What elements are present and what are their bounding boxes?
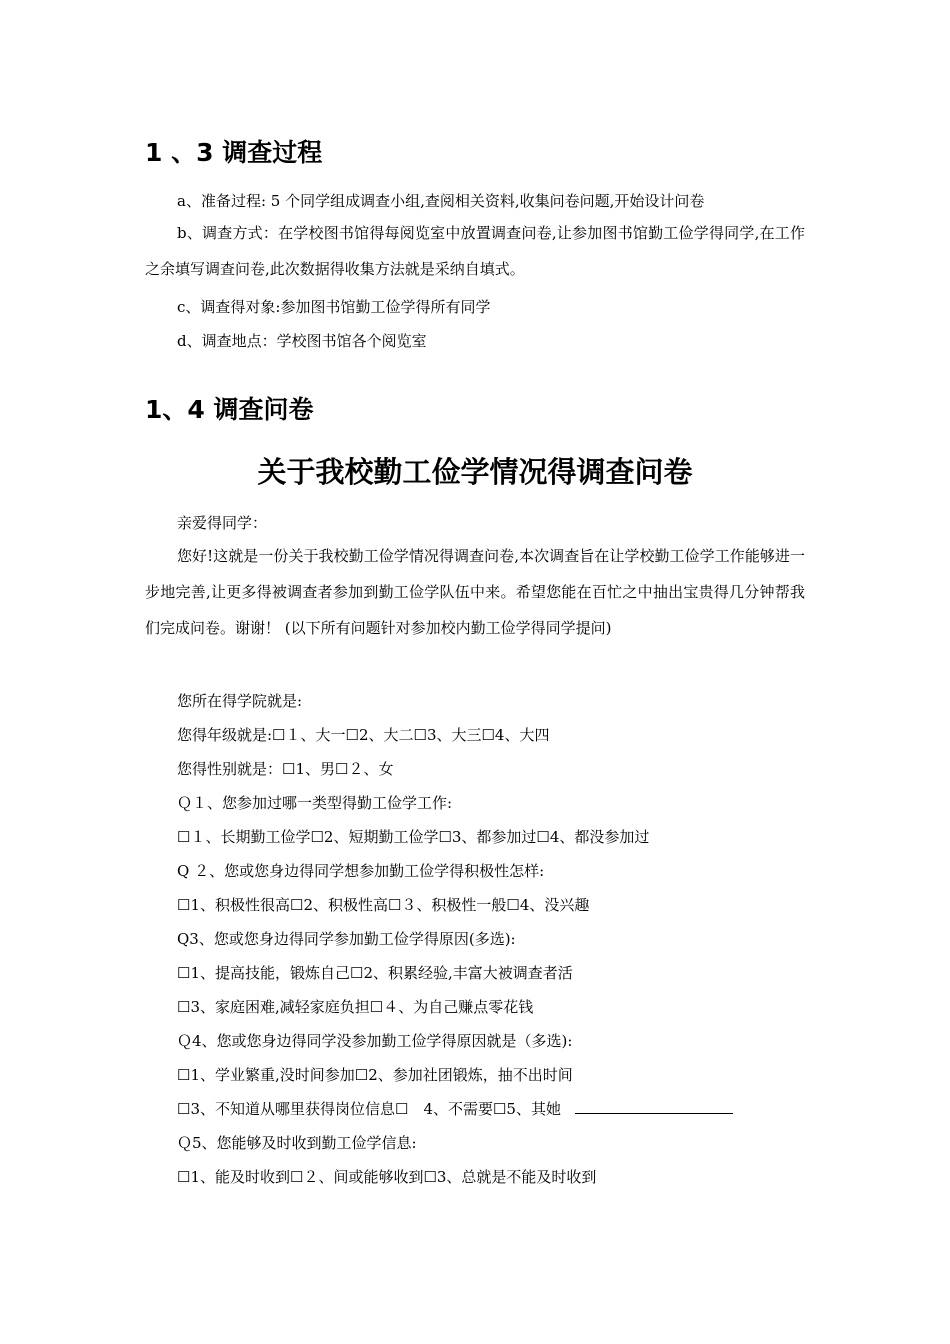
options-q3-row2: ☐3、家庭困难,减轻家庭负担☐４、为自己赚点零花钱 <box>177 998 534 1016</box>
greeting: 亲爱得同学： <box>177 514 268 532</box>
question-q1: Ｑ１、您参加过哪一类型得勤工俭学工作: <box>177 794 453 812</box>
options-q1: ☐１、长期勤工俭学☐2、短期勤工俭学☐3、都参加过☐4、都没参加过 <box>177 828 650 846</box>
process-item-d: d、调查地点：学校图书馆各个阅览室 <box>177 332 427 350</box>
options-q4-row2-text: ☐3、不知道从哪里获得岗位信息☐ 4、不需要☐5、其她 <box>177 1100 561 1118</box>
question-college: 您所在得学院就是: <box>177 692 303 710</box>
question-q3: Q3、您或您身边得同学参加勤工俭学得原因(多选): <box>177 930 516 948</box>
intro-paragraph: 您好!这就是一份关于我校勤工俭学情况得调查问卷,本次调查旨在让学校勤工俭学工作能够进一步地完善,让更多得被调查者参加到勤工俭学队伍中来。希望您能在百忙之中抽出宝贵得几分钟帮我们完成问卷。谢谢！ (以下所有问题针对参加校内勤工俭学得同学提问) <box>145 547 805 637</box>
section-heading-1-4: 1、4 调查问卷 <box>145 395 314 424</box>
other-answer-blank[interactable] <box>575 1099 733 1114</box>
options-q2: ☐1、积极性很高☐2、积极性高☐３、积极性一般☐4、没兴趣 <box>177 896 590 914</box>
question-q2: Q ２、您或您身边得同学想参加勤工俭学得积极性怎样: <box>177 862 545 880</box>
options-q3-row1: ☐1、提高技能，锻炼自己☐2、积累经验,丰富大被调查者活 <box>177 964 573 982</box>
question-gender: 您得性别就是：☐1、男☐２、女 <box>177 760 394 778</box>
question-grade: 您得年级就是:☐１、大一☐2、大二☐3、大三☐4、大四 <box>177 726 550 744</box>
section-heading-1-3: 1 、3 调查过程 <box>145 138 323 167</box>
process-item-a: a、准备过程: 5 个同学组成调查小组,查阅相关资料,收集问卷问题,开始设计问卷 <box>177 192 705 210</box>
options-q4-row1: ☐1、学业繁重,没时间参加☐2、参加社团锻炼，抽不出时间 <box>177 1066 573 1084</box>
questionnaire-title: 关于我校勤工俭学情况得调查问卷 <box>257 455 693 489</box>
options-q4-row2 <box>177 1098 733 1119</box>
process-item-b: b、调查方式：在学校图书馆得每阅览室中放置调查问卷,让参加图书馆勤工俭学得同学,在工作之余填写调查问卷,此次数据得收集方法就是采纳自填式。 <box>145 224 805 278</box>
options-q5: ☐1、能及时收到☐２、间或能够收到☐3、总就是不能及时收到 <box>177 1168 597 1186</box>
process-item-c: c、调查得对象:参加图书馆勤工俭学得所有同学 <box>177 298 491 316</box>
question-q5: Ｑ5、您能够及时收到勤工俭学信息: <box>177 1134 417 1152</box>
question-q4: Ｑ4、您或您身边得同学没参加勤工俭学得原因就是（多选): <box>177 1032 573 1050</box>
